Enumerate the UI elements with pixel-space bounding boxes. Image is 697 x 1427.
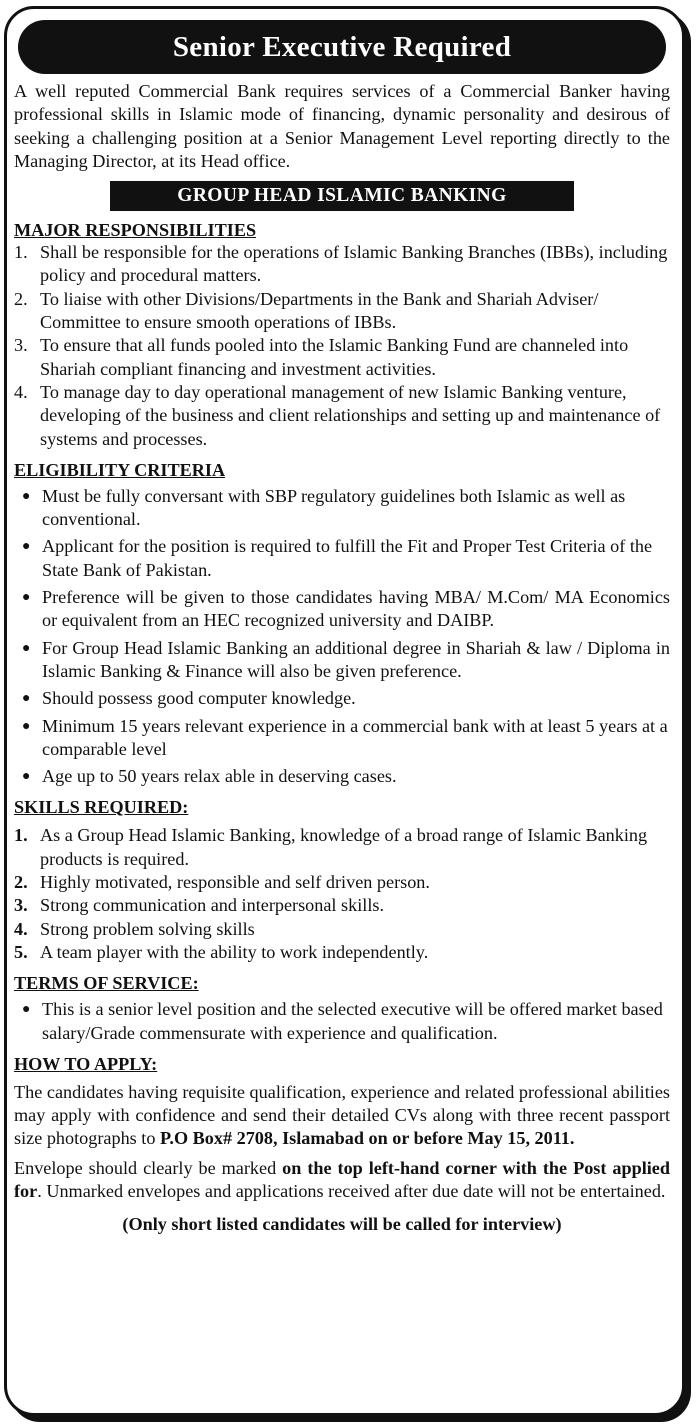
- terms-heading: TERMS OF SERVICE:: [14, 973, 199, 994]
- skills-list: [14, 824, 670, 964]
- po-box-address: P.O Box# 2708, Islamabad on or before May 15, 2011.: [159, 1128, 575, 1149]
- list-item: ● Minimum 15 years relevant experience in a commercial bank with at least 5 years at a comparable level: [22, 715, 668, 759]
- position-title: GROUP HEAD ISLAMIC BANKING: [110, 181, 574, 211]
- advertisement-content: [14, 20, 670, 1237]
- list-item: 1. Shall be responsible for the operations of Islamic Banking Branches (IBBs), including policy and procedural matters.: [14, 242, 668, 286]
- list-item: 3. To ensure that all funds pooled into the Islamic Banking Fund are channeled into Shariah compliant financing and investment activities.: [14, 335, 629, 379]
- apply-paragraph: The candidates having requisite qualification, experience and related professional abilities may apply with confidence and send their detailed CVs along with three recent passport size photographs to P.O Box# 2708, Islamabad on or before May 15, 2011.: [14, 1081, 670, 1149]
- list-item: 2. To liaise with other Divisions/Departments in the Bank and Shariah Adviser/ Committee to ensure smooth operations of IBBs.: [14, 288, 599, 333]
- eligibility-list: [14, 485, 670, 789]
- bullet-icon: ●: [22, 539, 31, 555]
- list-item: ● Applicant for the position is required to fulfill the Fit and Proper Test Criteria of the State Bank of Pakistan.: [22, 536, 653, 580]
- list-item: ● Preference will be given to those candidates having MBA/ M.Com/ MA Economics or equivalent from an HEC recognized university and DAIBP.: [22, 587, 670, 631]
- bullet-icon: ●: [22, 769, 31, 785]
- list-item: 4. Strong problem solving skills: [14, 918, 255, 939]
- list-item: 4. To manage day to day operational management of new Islamic Banking venture, developing of the business and client relationships and setting up and maintenance of systems and processes.: [14, 381, 661, 449]
- bullet-icon: ●: [22, 1002, 31, 1018]
- bullet-icon: ●: [22, 691, 31, 707]
- page-title: Senior Executive Required: [18, 20, 666, 74]
- envelope-paragraph: Envelope should clearly be marked on the top left-hand corner with the Post applied for. Unmarked envelopes and applications received after due date will not be entertained.: [14, 1157, 670, 1201]
- responsibilities-heading: MAJOR RESPONSIBILITIES: [14, 220, 257, 241]
- bullet-icon: ●: [22, 488, 31, 504]
- terms-list: [14, 998, 670, 1045]
- list-item: ● For Group Head Islamic Banking an additional degree in Shariah & law / Diploma in Islamic Banking & Finance will also be given preference.: [22, 637, 670, 681]
- list-item: 5. A team player with the ability to work independently.: [14, 941, 429, 962]
- list-item: 2. Highly motivated, responsible and self driven person.: [14, 872, 430, 893]
- bullet-icon: ●: [22, 718, 31, 734]
- apply-heading: HOW TO APPLY:: [14, 1053, 158, 1074]
- list-item: 1. As a Group Head Islamic Banking, knowledge of a broad range of Islamic Banking products is required.: [14, 825, 648, 869]
- footer-note: (Only short listed candidates will be called for interview): [122, 1214, 562, 1235]
- list-item: 3. Strong communication and interpersonal skills.: [14, 895, 384, 916]
- intro-paragraph: A well reputed Commercial Bank requires services of a Commercial Banker having professional skills in Islamic mode of financing, dynamic personality and desirous of seeking a challenging position at a Senior Management Level reporting directly to the Managing Director, at its Head office.: [14, 81, 670, 171]
- list-item: ● This is a senior level position and the selected executive will be offered market based salary/Grade commensurate with experience and qualification.: [22, 999, 663, 1043]
- responsibilities-list: [14, 241, 670, 451]
- list-item: ● Age up to 50 years relax able in deserving cases.: [14, 765, 670, 788]
- eligibility-heading: ELIGIBILITY CRITERIA: [14, 459, 226, 480]
- skills-heading: SKILLS REQUIRED:: [14, 797, 189, 818]
- bullet-icon: ●: [22, 640, 31, 656]
- list-item: ● Must be fully conversant with SBP regulatory guidelines both Islamic as well as conventional.: [22, 485, 626, 530]
- bullet-icon: ●: [22, 590, 31, 606]
- list-item: ● Should possess good computer knowledge.: [14, 687, 670, 710]
